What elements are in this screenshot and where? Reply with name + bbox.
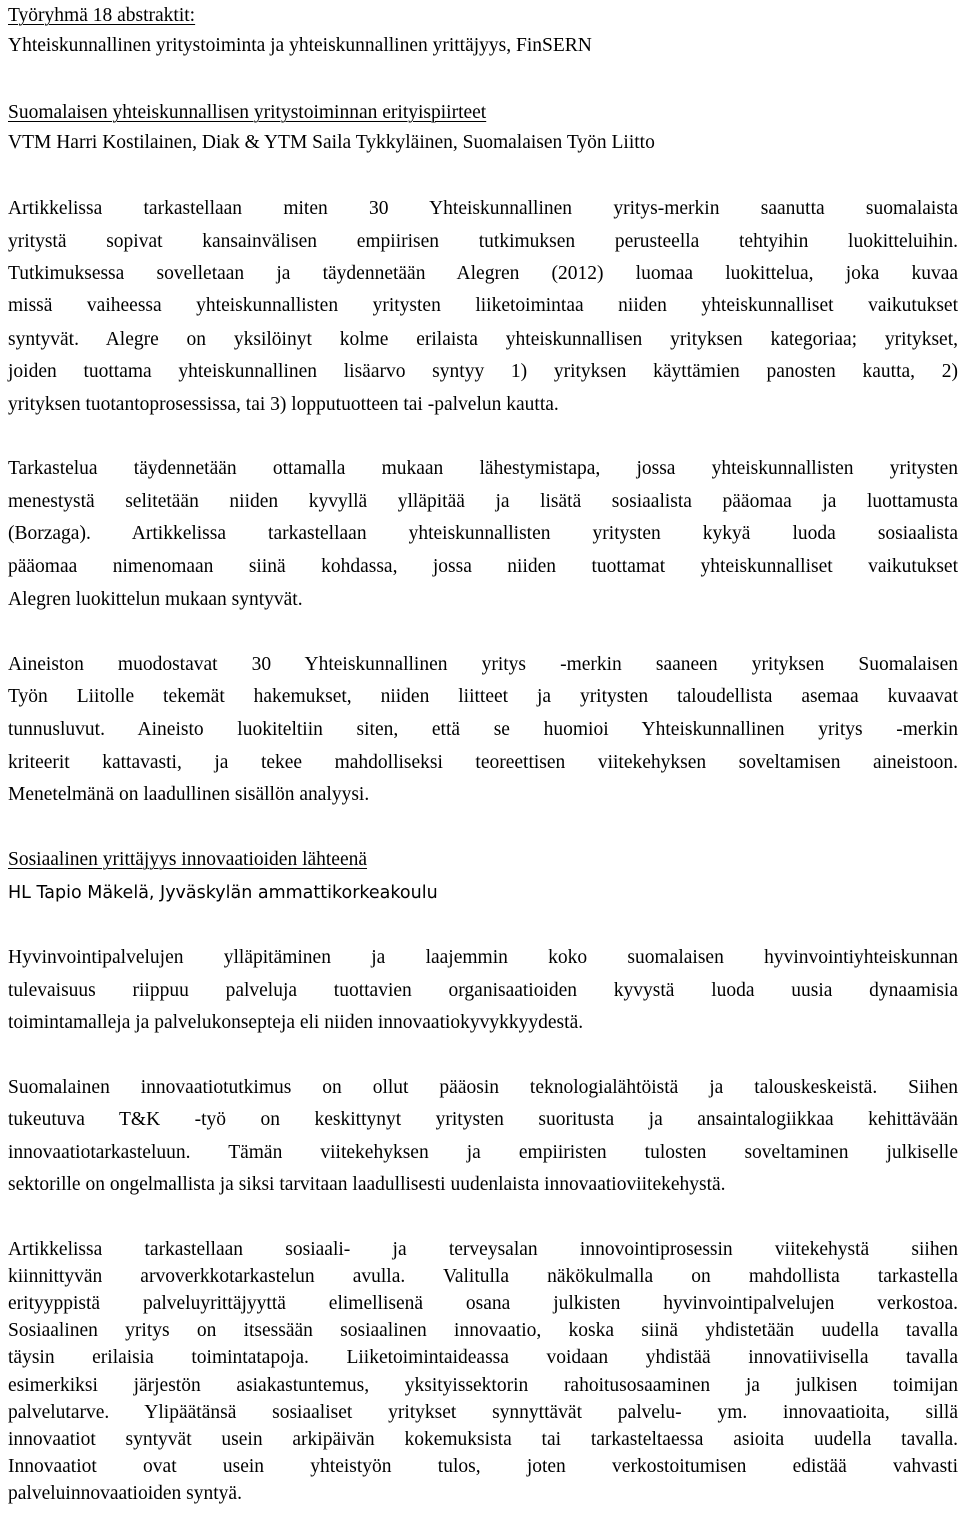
article-2-p2-line: tukeutuva T&K -työ on keskittynyt yritysten suoritusta ja ansaintalogiikkaa kehittävään	[8, 1109, 958, 1130]
article-2-authors: HL Tapio Mäkelä, Jyväskylän ammattikorkeakoulu	[8, 883, 438, 903]
article-2-p3-line: kiinnittyvän arvoverkkotarkastelun avulla. Valitulla näkökulmalla on mahdollista tarkastella	[8, 1266, 958, 1287]
article-1-p1-line: yrityksen tuotantoprosessissa, tai 3) lopputuotteen tai -palvelun kautta.	[8, 394, 559, 415]
article-2-p2-line: Suomalainen innovaatiotutkimus on ollut pääosin teknologialähtöistä ja talouskeskeistä. Siihen	[8, 1077, 958, 1098]
article-2-p3-line: innovaatiot syntyvät usein arkipäivän kokemuksista tai tarkasteltaessa asioita uudella tavalla.	[8, 1429, 958, 1450]
article-2-p3-line: Innovaatiot ovat usein yhteistyön tulos, joten verkostoitumisen edistää vahvasti	[8, 1456, 958, 1477]
article-2-p3-line: palvelutarve. Ylipäätänsä sosiaaliset yritykset synnyttävät palvelu- ym. innovaatioita, sillä	[8, 1402, 958, 1423]
article-2-p3-line: esimerkiksi järjestön asiakastuntemus, yksityissektorin rahoitusosaaminen ja julkisen toimijan	[8, 1375, 958, 1396]
article-1-p3-line: tunnusluvut. Aineisto luokiteltiin siten, että se huomioi Yhteiskunnallinen yritys -merkin	[8, 719, 958, 740]
document-title: Työryhmä 18 abstraktit:	[8, 5, 196, 26]
article-2-p1-line: tulevaisuus riippuu palveluja tuottavien organisaatioiden kyvystä luoda uusia dynaamisia	[8, 980, 958, 1001]
article-2-p3-line: palveluinnovaatioiden syntyä.	[8, 1483, 242, 1504]
article-1-p1-line: Artikkelissa tarkastellaan miten 30 Yhteiskunnallinen yritys-merkin saanutta suomalaista	[8, 198, 958, 219]
article-2-title: Sosiaalinen yrittäjyys innovaatioiden lähteenä	[8, 849, 368, 870]
article-1-p1-line: joiden tuottama yhteiskunnallinen lisäarvo syntyy 1) yrityksen käyttämien panosten kautta, 2)	[8, 361, 958, 382]
working-group-name: Yhteiskunnallinen yritystoiminta ja yhteiskunnallinen yrittäjyys, FinSERN	[8, 35, 592, 56]
article-1-title: Suomalaisen yhteiskunnallisen yritystoiminnan erityispiirteet	[8, 102, 487, 123]
article-2-p2-line: innovaatiotarkasteluun. Tämän viitekehyksen ja empiiristen tulosten soveltaminen julkiselle	[8, 1142, 958, 1163]
article-1-p2-line: Tarkastelua täydennetään ottamalla mukaan lähestymistapa, jossa yhteiskunnallisten yritysten	[8, 458, 958, 479]
article-1-p2-line: menestystä selitetään niiden kyvyllä ylläpitää ja lisätä sosiaalista pääomaa ja luottamusta	[8, 491, 958, 512]
article-1-p2-line: (Borzaga). Artikkelissa tarkastellaan yhteiskunnallisten yritysten kykyä luoda sosiaalista	[8, 523, 958, 544]
article-1-authors: VTM Harri Kostilainen, Diak & YTM Saila Tykkyläinen, Suomalaisen Työn Liitto	[8, 132, 655, 153]
article-2-p1-line: Hyvinvointipalvelujen ylläpitäminen ja laajemmin koko suomalaisen hyvinvointiyhteiskunnan	[8, 947, 958, 968]
article-1-p1-line: syntyvät. Alegre on yksilöinyt kolme erilaista yhteiskunnallisen yrityksen kategoriaa; yritykset,	[8, 329, 958, 350]
article-1-p3-line: Työn Liitolle tekemät hakemukset, niiden liitteet ja yritysten taloudellista asemaa kuvaavat	[8, 686, 958, 707]
article-1-p1-line: yritystä sopivat kansainvälisen empiirisen tutkimuksen perusteella tehtyihin luokitteluihin.	[8, 231, 958, 252]
article-2-p2-line: sektorille on ongelmallista ja siksi tarvitaan laadullisesti uudenlaista innovaatioviitekehystä.	[8, 1174, 726, 1195]
article-1-p3-line: Menetelmänä on laadullinen sisällön analyysi.	[8, 784, 370, 805]
article-1-p3-line: Aineiston muodostavat 30 Yhteiskunnallinen yritys -merkin saaneen yrityksen Suomalaisen	[8, 654, 958, 675]
article-1-p1-line: Tutkimuksessa sovelletaan ja täydennetään Alegren (2012) luomaa luokittelua, joka kuvaa	[8, 263, 958, 284]
article-1-p2-line: pääomaa nimenomaan siinä kohdassa, jossa niiden tuottamat yhteiskunnalliset vaikutukset	[8, 556, 958, 577]
article-2-p1-line: toimintamalleja ja palvelukonsepteja eli niiden innovaatiokyvykkyydestä.	[8, 1012, 584, 1033]
article-2-p3-line: täysin erilaisia toimintatapoja. Liiketoimintaideassa voidaan yhdistää innovatiivisella tavalla	[8, 1347, 958, 1368]
article-2-p3-line: erityyppistä palveluyrittäjyyttä elimellisenä osana julkisten hyvinvointipalvelujen verkostoa.	[8, 1293, 958, 1314]
article-1-p1-line: missä vaiheessa yhteiskunnallisten yritysten liiketoimintaa niiden yhteiskunnalliset vaikutukset	[8, 295, 958, 316]
article-2-p3-line: Artikkelissa tarkastellaan sosiaali- ja terveysalan innovointiprosessin viitekehystä siihen	[8, 1239, 958, 1260]
article-2-p3-line: Sosiaalinen yritys on itsessään sosiaalinen innovaatio, koska siinä yhdistetään uudella tavalla	[8, 1320, 958, 1341]
article-1-p2-line: Alegren luokittelun mukaan syntyvät.	[8, 589, 303, 610]
article-1-p3-line: kriteerit kattavasti, ja tekee mahdolliseksi teoreettisen viitekehyksen soveltamisen aineistoon.	[8, 752, 958, 773]
